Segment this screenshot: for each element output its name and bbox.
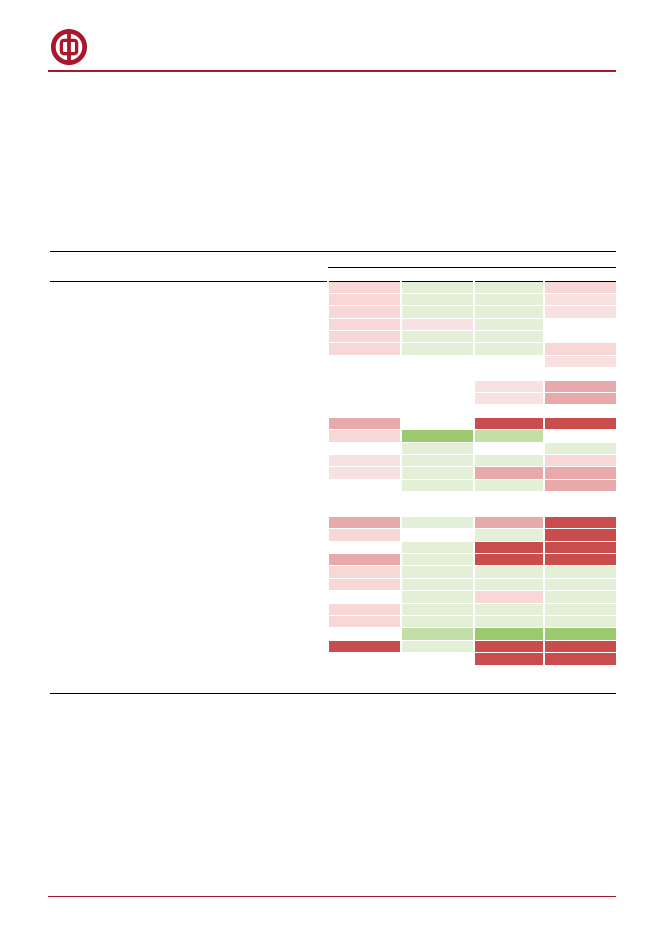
change-value xyxy=(328,306,401,318)
change-value xyxy=(401,616,474,628)
change-value xyxy=(544,554,616,566)
table-row xyxy=(50,454,616,466)
header-cell xyxy=(50,254,106,268)
change-value xyxy=(474,343,544,355)
change-value xyxy=(401,368,474,380)
asset-code xyxy=(106,393,176,405)
asset-code xyxy=(106,281,176,293)
current-price xyxy=(252,479,328,491)
table-row xyxy=(50,479,616,491)
asset-name xyxy=(176,331,252,343)
change-value xyxy=(474,467,544,479)
change-value xyxy=(544,281,616,293)
change-value xyxy=(328,355,401,367)
asset-code xyxy=(106,554,176,566)
current-price xyxy=(252,293,328,305)
asset-name xyxy=(176,566,252,578)
change-value xyxy=(328,591,401,603)
change-value xyxy=(544,293,616,305)
change-value xyxy=(401,306,474,318)
asset-name xyxy=(176,417,252,429)
table-row xyxy=(50,529,616,541)
change-value xyxy=(328,578,401,590)
change-value xyxy=(474,616,544,628)
change-value xyxy=(474,430,544,442)
change-value xyxy=(544,380,616,392)
asset-code xyxy=(106,640,176,652)
change-value xyxy=(401,479,474,491)
asset-name xyxy=(176,616,252,628)
table-row xyxy=(50,417,616,429)
current-price xyxy=(252,467,328,479)
current-price xyxy=(252,516,328,528)
change-value xyxy=(474,516,544,528)
change-value xyxy=(328,417,401,429)
current-price xyxy=(252,405,328,417)
change-value xyxy=(474,318,544,330)
table-row xyxy=(50,591,616,603)
table-bottom-rule xyxy=(50,693,616,694)
change-value xyxy=(328,516,401,528)
current-price xyxy=(252,578,328,590)
header-cell xyxy=(176,254,252,268)
change-value xyxy=(474,281,544,293)
asset-name xyxy=(176,492,252,504)
asset-name xyxy=(176,454,252,466)
change-value xyxy=(544,492,616,504)
category-label xyxy=(50,516,106,566)
change-value xyxy=(401,554,474,566)
table-row xyxy=(50,628,616,640)
table-row xyxy=(50,566,616,578)
asset-code xyxy=(106,355,176,367)
table-header-row xyxy=(50,268,616,282)
change-value xyxy=(401,417,474,429)
change-value xyxy=(474,492,544,504)
table-row xyxy=(50,653,616,665)
change-value xyxy=(544,591,616,603)
change-value xyxy=(474,417,544,429)
asset-code xyxy=(106,504,176,516)
change-value xyxy=(544,417,616,429)
asset-name xyxy=(176,628,252,640)
current-price xyxy=(252,591,328,603)
change-value xyxy=(401,492,474,504)
asset-name xyxy=(176,578,252,590)
current-price xyxy=(252,442,328,454)
category-label xyxy=(50,603,106,665)
change-value xyxy=(474,653,544,665)
asset-code xyxy=(106,541,176,553)
change-value xyxy=(328,603,401,615)
change-value xyxy=(328,318,401,330)
change-value xyxy=(474,554,544,566)
current-price xyxy=(252,318,328,330)
change-value xyxy=(328,640,401,652)
change-value xyxy=(328,467,401,479)
header-cell xyxy=(474,268,544,282)
change-value xyxy=(544,504,616,516)
asset-name xyxy=(176,442,252,454)
header-cell xyxy=(474,254,544,268)
asset-code xyxy=(106,442,176,454)
change-value xyxy=(401,293,474,305)
category-label xyxy=(50,417,106,491)
current-price xyxy=(252,343,328,355)
header-cell xyxy=(176,268,252,282)
table-row xyxy=(50,541,616,553)
asset-code xyxy=(106,368,176,380)
change-value xyxy=(474,393,544,405)
change-value xyxy=(328,653,401,665)
table-row xyxy=(50,554,616,566)
asset-name xyxy=(176,393,252,405)
change-value xyxy=(544,640,616,652)
change-value xyxy=(544,566,616,578)
change-value xyxy=(401,566,474,578)
current-price xyxy=(252,628,328,640)
category-label xyxy=(50,281,106,355)
table-top-rule xyxy=(50,251,616,252)
asset-code xyxy=(106,529,176,541)
asset-code xyxy=(106,516,176,528)
change-value xyxy=(401,516,474,528)
change-value xyxy=(328,442,401,454)
change-value xyxy=(544,541,616,553)
asset-code xyxy=(106,331,176,343)
change-value xyxy=(544,653,616,665)
asset-name xyxy=(176,430,252,442)
asset-code xyxy=(106,591,176,603)
change-value xyxy=(328,554,401,566)
change-value xyxy=(474,578,544,590)
asset-name xyxy=(176,343,252,355)
change-value xyxy=(474,368,544,380)
change-value xyxy=(401,331,474,343)
change-value xyxy=(544,578,616,590)
current-price xyxy=(252,504,328,516)
asset-name xyxy=(176,318,252,330)
asset-name xyxy=(176,355,252,367)
category-label xyxy=(50,492,106,517)
asset-name xyxy=(176,306,252,318)
change-value xyxy=(328,616,401,628)
asset-name xyxy=(176,467,252,479)
current-price xyxy=(252,355,328,367)
bank-of-china-logo-icon xyxy=(50,28,88,66)
table-row xyxy=(50,331,616,343)
current-price xyxy=(252,492,328,504)
change-value xyxy=(474,529,544,541)
change-value xyxy=(544,603,616,615)
change-value xyxy=(328,504,401,516)
table-row xyxy=(50,306,616,318)
current-price xyxy=(252,616,328,628)
change-value xyxy=(401,405,474,417)
change-value xyxy=(544,306,616,318)
change-value xyxy=(401,591,474,603)
change-value xyxy=(328,541,401,553)
current-price xyxy=(252,281,328,293)
asset-code xyxy=(106,628,176,640)
table-row xyxy=(50,467,616,479)
change-value xyxy=(474,331,544,343)
change-value xyxy=(401,430,474,442)
table-row xyxy=(50,504,616,516)
asset-name xyxy=(176,640,252,652)
asset-name xyxy=(176,591,252,603)
change-value xyxy=(328,343,401,355)
change-value xyxy=(474,293,544,305)
current-price xyxy=(252,454,328,466)
header-cell xyxy=(106,254,176,268)
asset-name xyxy=(176,516,252,528)
change-value xyxy=(401,529,474,541)
change-value xyxy=(328,405,401,417)
asset-code xyxy=(106,566,176,578)
change-value xyxy=(544,405,616,417)
change-value xyxy=(474,504,544,516)
change-value xyxy=(474,541,544,553)
table-row xyxy=(50,368,616,380)
change-value xyxy=(474,566,544,578)
change-value xyxy=(401,640,474,652)
asset-name xyxy=(176,541,252,553)
asset-code xyxy=(106,318,176,330)
change-value xyxy=(328,566,401,578)
current-price xyxy=(252,331,328,343)
change-value xyxy=(544,343,616,355)
change-value xyxy=(474,454,544,466)
change-value xyxy=(401,442,474,454)
change-value xyxy=(328,492,401,504)
change-value xyxy=(544,442,616,454)
table-row xyxy=(50,355,616,367)
asset-name xyxy=(176,405,252,417)
change-value xyxy=(401,628,474,640)
asset-code xyxy=(106,343,176,355)
change-value xyxy=(544,318,616,330)
table-row xyxy=(50,603,616,615)
asset-code xyxy=(106,603,176,615)
asset-name xyxy=(176,281,252,293)
asset-name xyxy=(176,293,252,305)
change-value xyxy=(474,442,544,454)
change-value xyxy=(328,628,401,640)
asset-code xyxy=(106,479,176,491)
current-price xyxy=(252,566,328,578)
asset-name xyxy=(176,380,252,392)
change-value xyxy=(474,405,544,417)
current-price xyxy=(252,417,328,429)
change-value xyxy=(328,293,401,305)
change-value xyxy=(328,393,401,405)
current-price xyxy=(252,529,328,541)
header-cell xyxy=(106,268,176,282)
asset-code xyxy=(106,293,176,305)
table-row xyxy=(50,380,616,392)
current-price xyxy=(252,380,328,392)
header-cell xyxy=(252,254,328,268)
current-price xyxy=(252,603,328,615)
change-value xyxy=(474,306,544,318)
table-row xyxy=(50,281,616,293)
change-value xyxy=(328,430,401,442)
header-cell xyxy=(50,268,106,282)
asset-name xyxy=(176,368,252,380)
change-value xyxy=(474,591,544,603)
asset-code xyxy=(106,430,176,442)
table-row xyxy=(50,616,616,628)
category-label xyxy=(50,355,106,417)
current-price xyxy=(252,640,328,652)
asset-name xyxy=(176,603,252,615)
table-row xyxy=(50,343,616,355)
change-value xyxy=(401,454,474,466)
asset-code xyxy=(106,454,176,466)
table-row xyxy=(50,405,616,417)
asset-name xyxy=(176,554,252,566)
change-value xyxy=(401,541,474,553)
change-value xyxy=(401,653,474,665)
change-value xyxy=(401,380,474,392)
change-value xyxy=(328,368,401,380)
change-value xyxy=(328,479,401,491)
change-value xyxy=(474,640,544,652)
asset-code xyxy=(106,405,176,417)
change-value xyxy=(544,368,616,380)
header-cell xyxy=(544,254,616,268)
change-value xyxy=(544,616,616,628)
current-price xyxy=(252,306,328,318)
current-price xyxy=(252,653,328,665)
footer-rule xyxy=(48,896,616,897)
change-value xyxy=(328,331,401,343)
change-value xyxy=(474,355,544,367)
current-price xyxy=(252,541,328,553)
change-value xyxy=(328,380,401,392)
change-value xyxy=(544,479,616,491)
table-row xyxy=(50,578,616,590)
asset-code xyxy=(106,417,176,429)
change-value xyxy=(474,479,544,491)
change-value xyxy=(328,529,401,541)
header-cell xyxy=(401,254,474,268)
asset-code xyxy=(106,653,176,665)
asset-code xyxy=(106,306,176,318)
change-value xyxy=(401,355,474,367)
asset-code xyxy=(106,467,176,479)
asset-code xyxy=(106,578,176,590)
asset-name xyxy=(176,504,252,516)
header-cell xyxy=(401,268,474,282)
table-row xyxy=(50,442,616,454)
header-cell xyxy=(252,268,328,282)
current-price xyxy=(252,554,328,566)
change-value xyxy=(401,467,474,479)
change-value xyxy=(401,504,474,516)
change-value xyxy=(401,393,474,405)
table-row xyxy=(50,393,616,405)
asset-name xyxy=(176,479,252,491)
change-value xyxy=(544,430,616,442)
asset-performance-table xyxy=(50,254,616,666)
header-cell xyxy=(328,268,401,282)
change-value xyxy=(544,331,616,343)
change-value xyxy=(401,343,474,355)
change-value xyxy=(544,516,616,528)
table-row xyxy=(50,430,616,442)
change-value xyxy=(474,628,544,640)
change-value xyxy=(544,529,616,541)
asset-code xyxy=(106,380,176,392)
asset-code xyxy=(106,492,176,504)
change-value xyxy=(544,355,616,367)
change-value xyxy=(544,628,616,640)
change-value xyxy=(328,454,401,466)
change-value xyxy=(544,393,616,405)
table-header-row xyxy=(50,254,616,268)
change-value xyxy=(401,603,474,615)
brand-logo xyxy=(50,27,97,67)
header-cell xyxy=(328,254,401,268)
change-value xyxy=(474,380,544,392)
table-row xyxy=(50,318,616,330)
change-value xyxy=(401,578,474,590)
change-value xyxy=(474,603,544,615)
asset-name xyxy=(176,653,252,665)
header-rule xyxy=(48,70,616,72)
category-label xyxy=(50,566,106,603)
change-value xyxy=(401,318,474,330)
asset-name xyxy=(176,529,252,541)
current-price xyxy=(252,430,328,442)
current-price xyxy=(252,393,328,405)
table-row xyxy=(50,293,616,305)
table-row xyxy=(50,492,616,504)
table-row xyxy=(50,640,616,652)
change-value xyxy=(544,467,616,479)
current-price xyxy=(252,368,328,380)
change-value xyxy=(401,281,474,293)
change-value xyxy=(544,454,616,466)
table-row xyxy=(50,516,616,528)
asset-code xyxy=(106,616,176,628)
change-value xyxy=(328,281,401,293)
header-cell xyxy=(544,268,616,282)
